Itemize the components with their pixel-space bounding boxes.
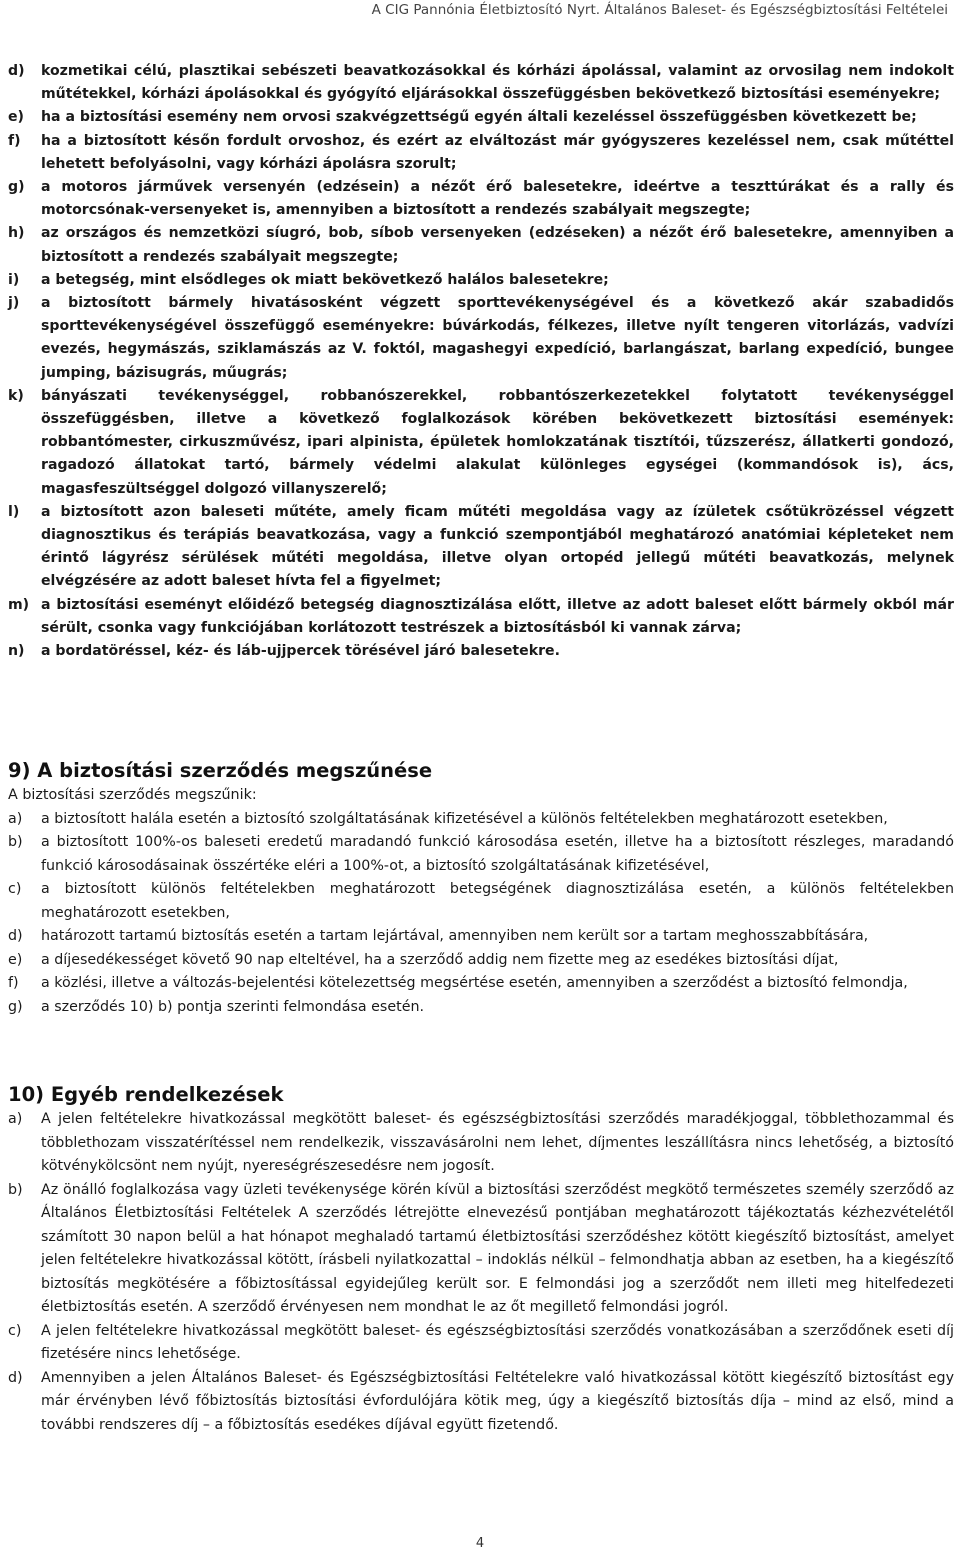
- list-item: [8, 1179, 954, 1320]
- item-text: a közlési, illetve a változás-bejelentési kötelezettség megsértése esetén, amennyiben a szerződést a biztosító felmondja,: [41, 975, 908, 991]
- item-marker: i): [8, 271, 20, 288]
- list-item: [8, 269, 954, 292]
- list-item: [8, 831, 954, 878]
- item-marker: j): [8, 295, 20, 312]
- item-text: A jelen feltételekre hivatkozással megkötött baleset- és egészségbiztosítási szerződés vonatkozásában a szerződőnek eseti díj fizetésére nincs lehetősége.: [41, 1322, 954, 1362]
- item-text: Amennyiben a jelen Általános Baleset- és Egészségbiztosítási Feltételekre való hivatkozással kötött kiegészítő biztosítást egy már érvényben lévő főbiztosítás biztosítási évfordulójára kötik meg, úgy a kiegészítő biztosítás díja – mind az első, mind a további rendszeres díj – a főbiztosítás esedékes díjával együtt fizetendő.: [41, 1369, 954, 1433]
- list-item: [8, 594, 954, 640]
- item-marker: m): [8, 596, 30, 613]
- item-text: a biztosított különös feltételekben meghatározott betegségének diagnosztizálása esetén, a különös feltételekben meghatározott esetekben,: [41, 881, 954, 921]
- item-marker: c): [8, 881, 22, 897]
- item-marker: d): [8, 928, 23, 944]
- item-marker: f): [8, 975, 19, 991]
- list-item: [8, 130, 954, 176]
- item-text: A jelen feltételekre hivatkozással megkötött baleset- és egészségbiztosítási szerződés maradékjoggal, többlethozammal és többlethozam visszatérítéssel nem rendelkezik, visszavásárolni nem lehet, díjmentes leszállításra nincs lehetőség, a biztosító kötvénykölcsönt nem nyújt, nyereségrészesedésre nem jogosít.: [41, 1111, 954, 1174]
- list-item: [8, 878, 954, 925]
- section-other-provisions: [8, 1082, 954, 1437]
- list-item: [8, 60, 954, 106]
- item-marker: d): [8, 63, 25, 79]
- list-item: [8, 176, 954, 222]
- list-item: [8, 1367, 954, 1438]
- item-marker: d): [8, 1369, 23, 1386]
- section-heading: 9) A biztosítási szerződés megszűnése: [8, 759, 433, 782]
- list-item: [8, 1108, 954, 1179]
- list-item: [8, 501, 954, 594]
- list-item: [8, 1320, 954, 1367]
- list-item: [8, 640, 954, 663]
- list-item: [8, 949, 954, 973]
- item-text: a szerződés 10) b) pontja szerinti felmondása esetén.: [41, 998, 425, 1015]
- list-item: [8, 808, 954, 832]
- item-text: ha a biztosítási esemény nem orvosi szakvégzettségű egyén általi kezeléssel összefüggésben következett be;: [41, 109, 917, 126]
- item-text: a díjesedékességet követő 90 nap elteltével, ha a szerződő addig nem fizette meg az esedékes biztosítási díjat,: [41, 951, 839, 968]
- item-marker: h): [8, 225, 25, 242]
- list-item: [8, 222, 954, 268]
- item-marker: a): [8, 1111, 23, 1127]
- item-marker: g): [8, 998, 23, 1015]
- item-text: Az önálló foglalkozása vagy üzleti tevékenysége körén kívül a biztosítási szerződést megkötő természetes személy szerződő az Általános Életbiztosítási Feltételek A szerződés létrejötte elnevezésű pontjában meghatározott tájékoztatás kézhezvételétől számított 30 napon belül a hat hónapot meghaladó tartamú életbiztosítási szerződéshez kötött kiegészítő biztosítást, amelyet jelen feltételekre hivatkozással kötött, írásbeli nyilatkozattal – indoklás nélkül – felmondhatja abban az esetben, ha a kiegészítő biztosítás megkötésére a főbiztosítással egyidejűleg került sor. E felmondási jog a szerződőt nem illeti meg hitelfedezeti életbiztosítás esetén. A szerződő érvényesen nem mondhat le az őt megillető felmondási jogról.: [41, 1181, 954, 1315]
- item-text: bányászati tevékenységgel, robbanószerekkel, robbantószerkezetekkel folytatott tevékenységgel összefüggésben, illetve a következő foglalkozások körében bekövetkezett biztosítási események: robbantómester, cirkuszművész, ipari alpinista, épületek homlokzatának tisztítói, tűzszerész, állatkerti gondozó, ragadozó állatokat tartó, bármely védelmi alakulat különleges egységei (kommandósok is), ács, magasfeszültséggel dolgozó villanyszerelő;: [41, 387, 954, 497]
- item-marker: e): [8, 951, 23, 968]
- item-text: a biztosított azon baleseti műtéte, amely ficam műtéti megoldása vagy az ízületek csőtükrözéssel végzett diagnosztikus és terápiás beavatkozása, vagy a funkció szempontjából meghatározó anatómiai képleteket nem érintő lágyrész sérülések műtéti megoldása, illetve olyan ortopéd jellegű műtéti beavatkozás, melynek elvégzésére az adott baleset hívta fel a figyelmet;: [41, 503, 954, 590]
- section-intro: A biztosítási szerződés megszűnik:: [8, 787, 257, 803]
- page-number: 4: [475, 1536, 485, 1551]
- list-item: [8, 292, 954, 385]
- item-text: határozott tartamú biztosítás esetén a tartam lejártával, amennyiben nem került sor a tartam meghosszabbítására,: [41, 928, 869, 944]
- item-text: a bordatöréssel, kéz- és láb-ujjpercek törésével járó balesetekre.: [41, 643, 560, 660]
- item-marker: c): [8, 1322, 22, 1339]
- list-item: [8, 106, 954, 129]
- item-marker: a): [8, 810, 23, 827]
- list-item: [8, 996, 954, 1020]
- exclusions-list: [8, 60, 954, 663]
- item-text: a motoros járművek versenyén (edzésein) a nézőt érő balesetekre, ideértve a teszttúrákat és a rally és motorcsónak-versenyeket is, amennyiben a biztosított a rendezés szabályait megszegte;: [41, 179, 954, 219]
- list-item: [8, 972, 954, 996]
- section-heading: 10) Egyéb rendelkezések: [8, 1083, 284, 1106]
- item-marker: n): [8, 643, 25, 660]
- item-text: az országos és nemzetközi síugró, bob, síbob versenyeken (edzéseken) a nézőt érő balesetekre, amennyiben a biztosított a rendezés szabályait megszegte;: [41, 225, 954, 265]
- item-marker: l): [8, 503, 20, 520]
- section-termination: [8, 758, 954, 1019]
- item-marker: k): [8, 387, 24, 404]
- item-marker: b): [8, 834, 23, 850]
- item-text: a biztosított 100%-os baleseti eredetű maradandó funkció károsodása esetén, illetve ha a biztosított részleges, maradandó funkció károsodásainak összértéke eléri a 100%-ot, a biztosító szolgáltatásának kifizetésével,: [41, 834, 954, 874]
- item-text: a biztosítási eseményt előidéző betegség diagnosztizálása előtt, illetve az adott baleset előtt bármely okból már sérült, csonka vagy funkciójában korlátozott testrészek a biztosításból ki vannak zárva;: [41, 596, 954, 636]
- item-marker: e): [8, 109, 24, 126]
- item-text: a biztosított halála esetén a biztosító szolgáltatásának kifizetésével a különös feltételekben meghatározott esetekben,: [41, 810, 888, 827]
- item-marker: f): [8, 132, 21, 149]
- item-marker: b): [8, 1181, 23, 1198]
- item-text: a biztosított bármely hivatásosként végzett sporttevékenységével és a következő akár szabadidős sporttevékenységével összefüggő eseményekre: búvárkodás, félkezes, illetve nyílt tengeren vitorlázás, vadvízi evezés, hegymászás, sziklamászás az V. foktól, magashegyi expedíció, barlangászat, barlang expedíció, bungee jumping, bázisugrás, műugrás;: [41, 295, 954, 381]
- item-text: kozmetikai célú, plasztikai sebészeti beavatkozásokkal és kórházi ápolással, valamint az orvosilag nem indokolt műtétekkel, kórházi ápolásokkal és gyógyító eljárásokkal összefüggésben bekövetkező biztosítási eseményekre;: [41, 63, 954, 103]
- item-text: ha a biztosított későn fordult orvoshoz, és ezért az elváltozást már gyógyszeres kezeléssel nem, csak műtéttel lehetett befolyásolni, vagy kórházi ápolásra szorult;: [41, 132, 954, 172]
- item-text: a betegség, mint elsődleges ok miatt bekövetkező halálos balesetekre;: [41, 271, 609, 288]
- list-item: [8, 925, 954, 949]
- list-item: [8, 385, 954, 501]
- item-marker: g): [8, 179, 25, 196]
- page-header: A CIG Pannónia Életbiztosító Nyrt. Általános Baleset- és Egészségbiztosítási Feltételei: [371, 2, 948, 18]
